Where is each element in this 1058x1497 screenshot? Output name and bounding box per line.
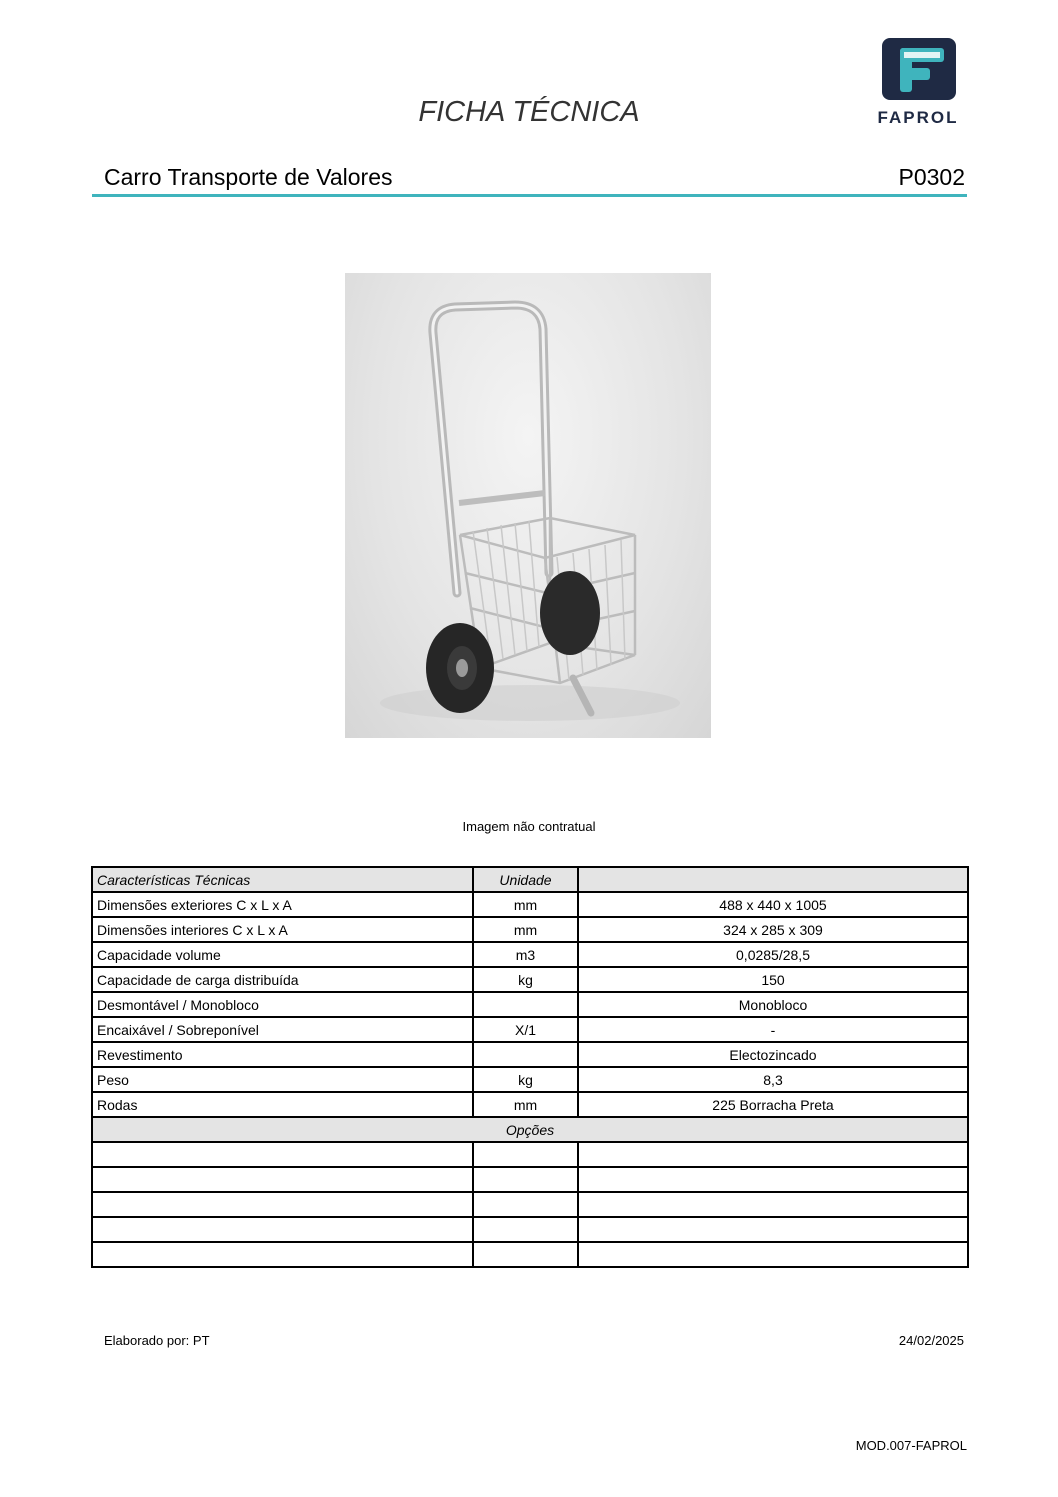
- specs-table: [91, 866, 969, 1268]
- empty-cell: [92, 1217, 473, 1242]
- row-unit: m3: [473, 942, 578, 967]
- row-value: 150: [578, 967, 968, 992]
- empty-cell: [473, 1242, 578, 1267]
- product-name: Carro Transporte de Valores: [104, 164, 393, 190]
- options-header: Opções: [92, 1117, 968, 1142]
- row-label: Rodas: [92, 1092, 473, 1117]
- table-row: [92, 1042, 968, 1067]
- cart-illustration: [345, 273, 711, 738]
- row-label: Desmontável / Monobloco: [92, 992, 473, 1017]
- table-row: [92, 1092, 968, 1117]
- row-label: Peso: [92, 1067, 473, 1092]
- table-row: [92, 1017, 968, 1042]
- row-unit: mm: [473, 892, 578, 917]
- empty-option-row: [92, 1192, 968, 1217]
- row-label: Revestimento: [92, 1042, 473, 1067]
- empty-option-row: [92, 1242, 968, 1267]
- table-header-row: [92, 867, 968, 892]
- empty-cell: [578, 1192, 968, 1217]
- empty-cell: [473, 1192, 578, 1217]
- empty-cell: [473, 1167, 578, 1192]
- logo-wordmark: FAPROL: [877, 108, 959, 127]
- row-label: Encaixável / Sobreponível: [92, 1017, 473, 1042]
- product-code: P0302: [898, 164, 965, 190]
- row-unit: kg: [473, 1067, 578, 1092]
- faprol-logo-icon: [882, 38, 956, 100]
- product-image: [345, 273, 711, 738]
- document-title: FICHA TÉCNICA: [418, 96, 640, 128]
- empty-cell: [92, 1142, 473, 1167]
- empty-cell: [578, 1142, 968, 1167]
- row-value: 0,0285/28,5: [578, 942, 968, 967]
- row-unit: [473, 1042, 578, 1067]
- image-caption: Imagem não contratual: [462, 819, 596, 834]
- empty-cell: [578, 1167, 968, 1192]
- characteristics-header: Características Técnicas: [92, 867, 473, 892]
- options-header-row: [92, 1117, 968, 1142]
- empty-cell: [473, 1217, 578, 1242]
- title-divider: [92, 194, 967, 197]
- row-label: Dimensões exteriores C x L x A: [92, 892, 473, 917]
- row-label: Capacidade de carga distribuída: [92, 967, 473, 992]
- row-unit: mm: [473, 917, 578, 942]
- author: Elaborado por: PT: [104, 1333, 210, 1348]
- table-row: [92, 942, 968, 967]
- row-label: Capacidade volume: [92, 942, 473, 967]
- empty-cell: [92, 1192, 473, 1217]
- row-label: Dimensões interiores C x L x A: [92, 917, 473, 942]
- table-row: [92, 892, 968, 917]
- empty-option-row: [92, 1142, 968, 1167]
- table-row: [92, 917, 968, 942]
- empty-cell: [578, 1242, 968, 1267]
- table-row: [92, 992, 968, 1017]
- row-value: Electozincado: [578, 1042, 968, 1067]
- empty-option-row: [92, 1167, 968, 1192]
- row-unit: [473, 992, 578, 1017]
- row-value: 8,3: [578, 1067, 968, 1092]
- value-header: [578, 867, 968, 892]
- row-unit: mm: [473, 1092, 578, 1117]
- empty-cell: [92, 1167, 473, 1192]
- table-row: [92, 1067, 968, 1092]
- row-unit: kg: [473, 967, 578, 992]
- empty-option-row: [92, 1217, 968, 1242]
- row-value: 324 x 285 x 309: [578, 917, 968, 942]
- empty-cell: [92, 1242, 473, 1267]
- empty-cell: [578, 1217, 968, 1242]
- date: 24/02/2025: [898, 1333, 964, 1348]
- unit-header: Unidade: [473, 867, 578, 892]
- empty-cell: [473, 1142, 578, 1167]
- row-value: 488 x 440 x 1005: [578, 892, 968, 917]
- row-value: -: [578, 1017, 968, 1042]
- row-value: 225 Borracha Preta: [578, 1092, 968, 1117]
- row-value: Monobloco: [578, 992, 968, 1017]
- model-reference: MOD.007-FAPROL: [855, 1438, 967, 1453]
- row-unit: X/1: [473, 1017, 578, 1042]
- table-row: [92, 967, 968, 992]
